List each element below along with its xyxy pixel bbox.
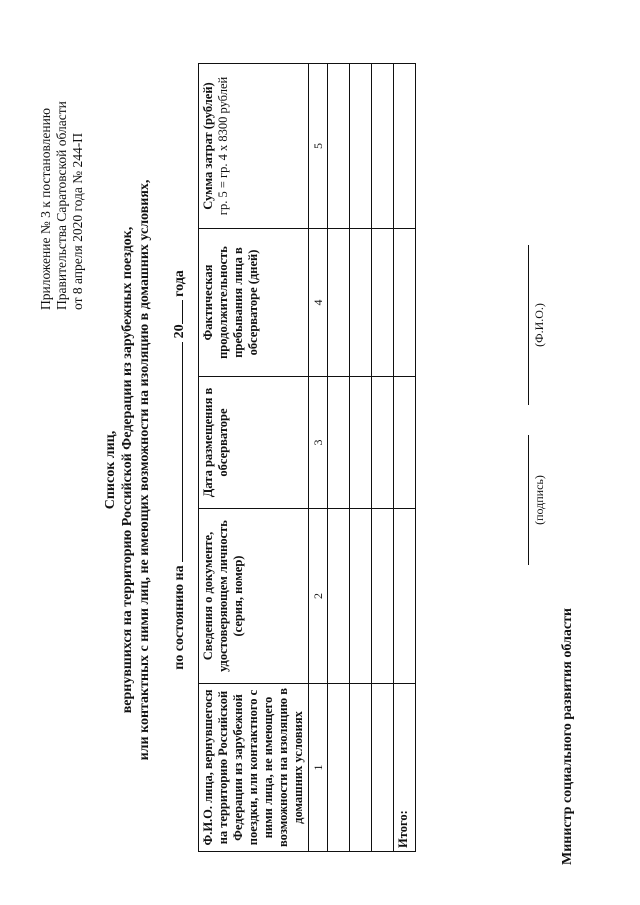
table-cell [372, 509, 394, 684]
table-cell [372, 64, 394, 229]
table-cell [328, 229, 350, 377]
year-word: года [172, 270, 187, 297]
signature-line [528, 435, 529, 565]
table-cell [328, 377, 350, 509]
header-full-name: Ф.И.О. лица, вернувшегося на территорию Российской Федерации из зарубежной поездки, или контактного с ними лица, не имеющего возможности на изоляцию в домашних условиях [199, 684, 309, 852]
table-cell [394, 64, 416, 229]
annex-note [38, 60, 86, 310]
table-cell [372, 377, 394, 509]
year-blank [170, 300, 183, 324]
header-cost-sum [199, 64, 309, 229]
header-cost-sum-formula: гр. 5 = гр. 4 х 8300 рублей [216, 76, 230, 216]
signature-caption: (подпись) [532, 475, 546, 525]
header-id-document: Сведения о документе, удостоверяющем личность (серия, номер) [199, 509, 309, 684]
table-cell [350, 684, 372, 852]
table-cell [372, 229, 394, 377]
table-cell [372, 684, 394, 852]
as-of-label: по состоянию на [172, 565, 187, 670]
title-line-2: вернувшихся на территорию Российской Федерации из зарубежных поездок, [120, 226, 135, 714]
column-number-row [309, 64, 328, 852]
as-of-date-line [170, 55, 188, 885]
name-line [528, 245, 529, 405]
table-cell [350, 229, 372, 377]
header-cost-sum-title: Сумма затрат (рублей) [201, 82, 215, 210]
table-cell [350, 509, 372, 684]
column-number: 3 [309, 377, 328, 509]
year-prefix: 20 [172, 324, 187, 339]
table-row [372, 64, 394, 852]
header-stay-duration: Фактическая продолжительность пребывания лица в обсерваторе (дней) [199, 229, 309, 377]
table-cell [328, 64, 350, 229]
table-row [350, 64, 372, 852]
table-cell [328, 684, 350, 852]
title-line-1: Список лиц, [103, 430, 118, 510]
total-row [394, 64, 416, 852]
column-number: 5 [309, 64, 328, 229]
total-label: Итого: [394, 684, 416, 852]
column-number: 2 [309, 509, 328, 684]
date-blank [170, 342, 183, 562]
name-caption: (Ф.И.О.) [532, 303, 546, 347]
table-cell [350, 64, 372, 229]
table-cell [394, 229, 416, 377]
table-header-row [199, 64, 309, 852]
annex-line-3: от 8 апреля 2020 года № 244-П [70, 133, 85, 310]
annex-line-2: Правительства Саратовской области [54, 101, 69, 310]
header-placement-date: Дата размещения в обсерваторе [199, 377, 309, 509]
table-cell [394, 509, 416, 684]
table-cell [394, 377, 416, 509]
table-cell [350, 377, 372, 509]
annex-line-1: Приложение № 3 к постановлению [38, 108, 53, 310]
minister-title: Министр социального развития области [560, 608, 575, 865]
persons-table [198, 63, 416, 852]
document-sheet [20, 55, 620, 885]
table-row [328, 64, 350, 852]
table-cell [328, 509, 350, 684]
title-line-3: или контактных с ними лиц, не имеющих возможности на изоляцию в домашних условиях, [137, 179, 152, 761]
column-number: 1 [309, 684, 328, 852]
document-title [102, 55, 153, 885]
column-number: 4 [309, 229, 328, 377]
